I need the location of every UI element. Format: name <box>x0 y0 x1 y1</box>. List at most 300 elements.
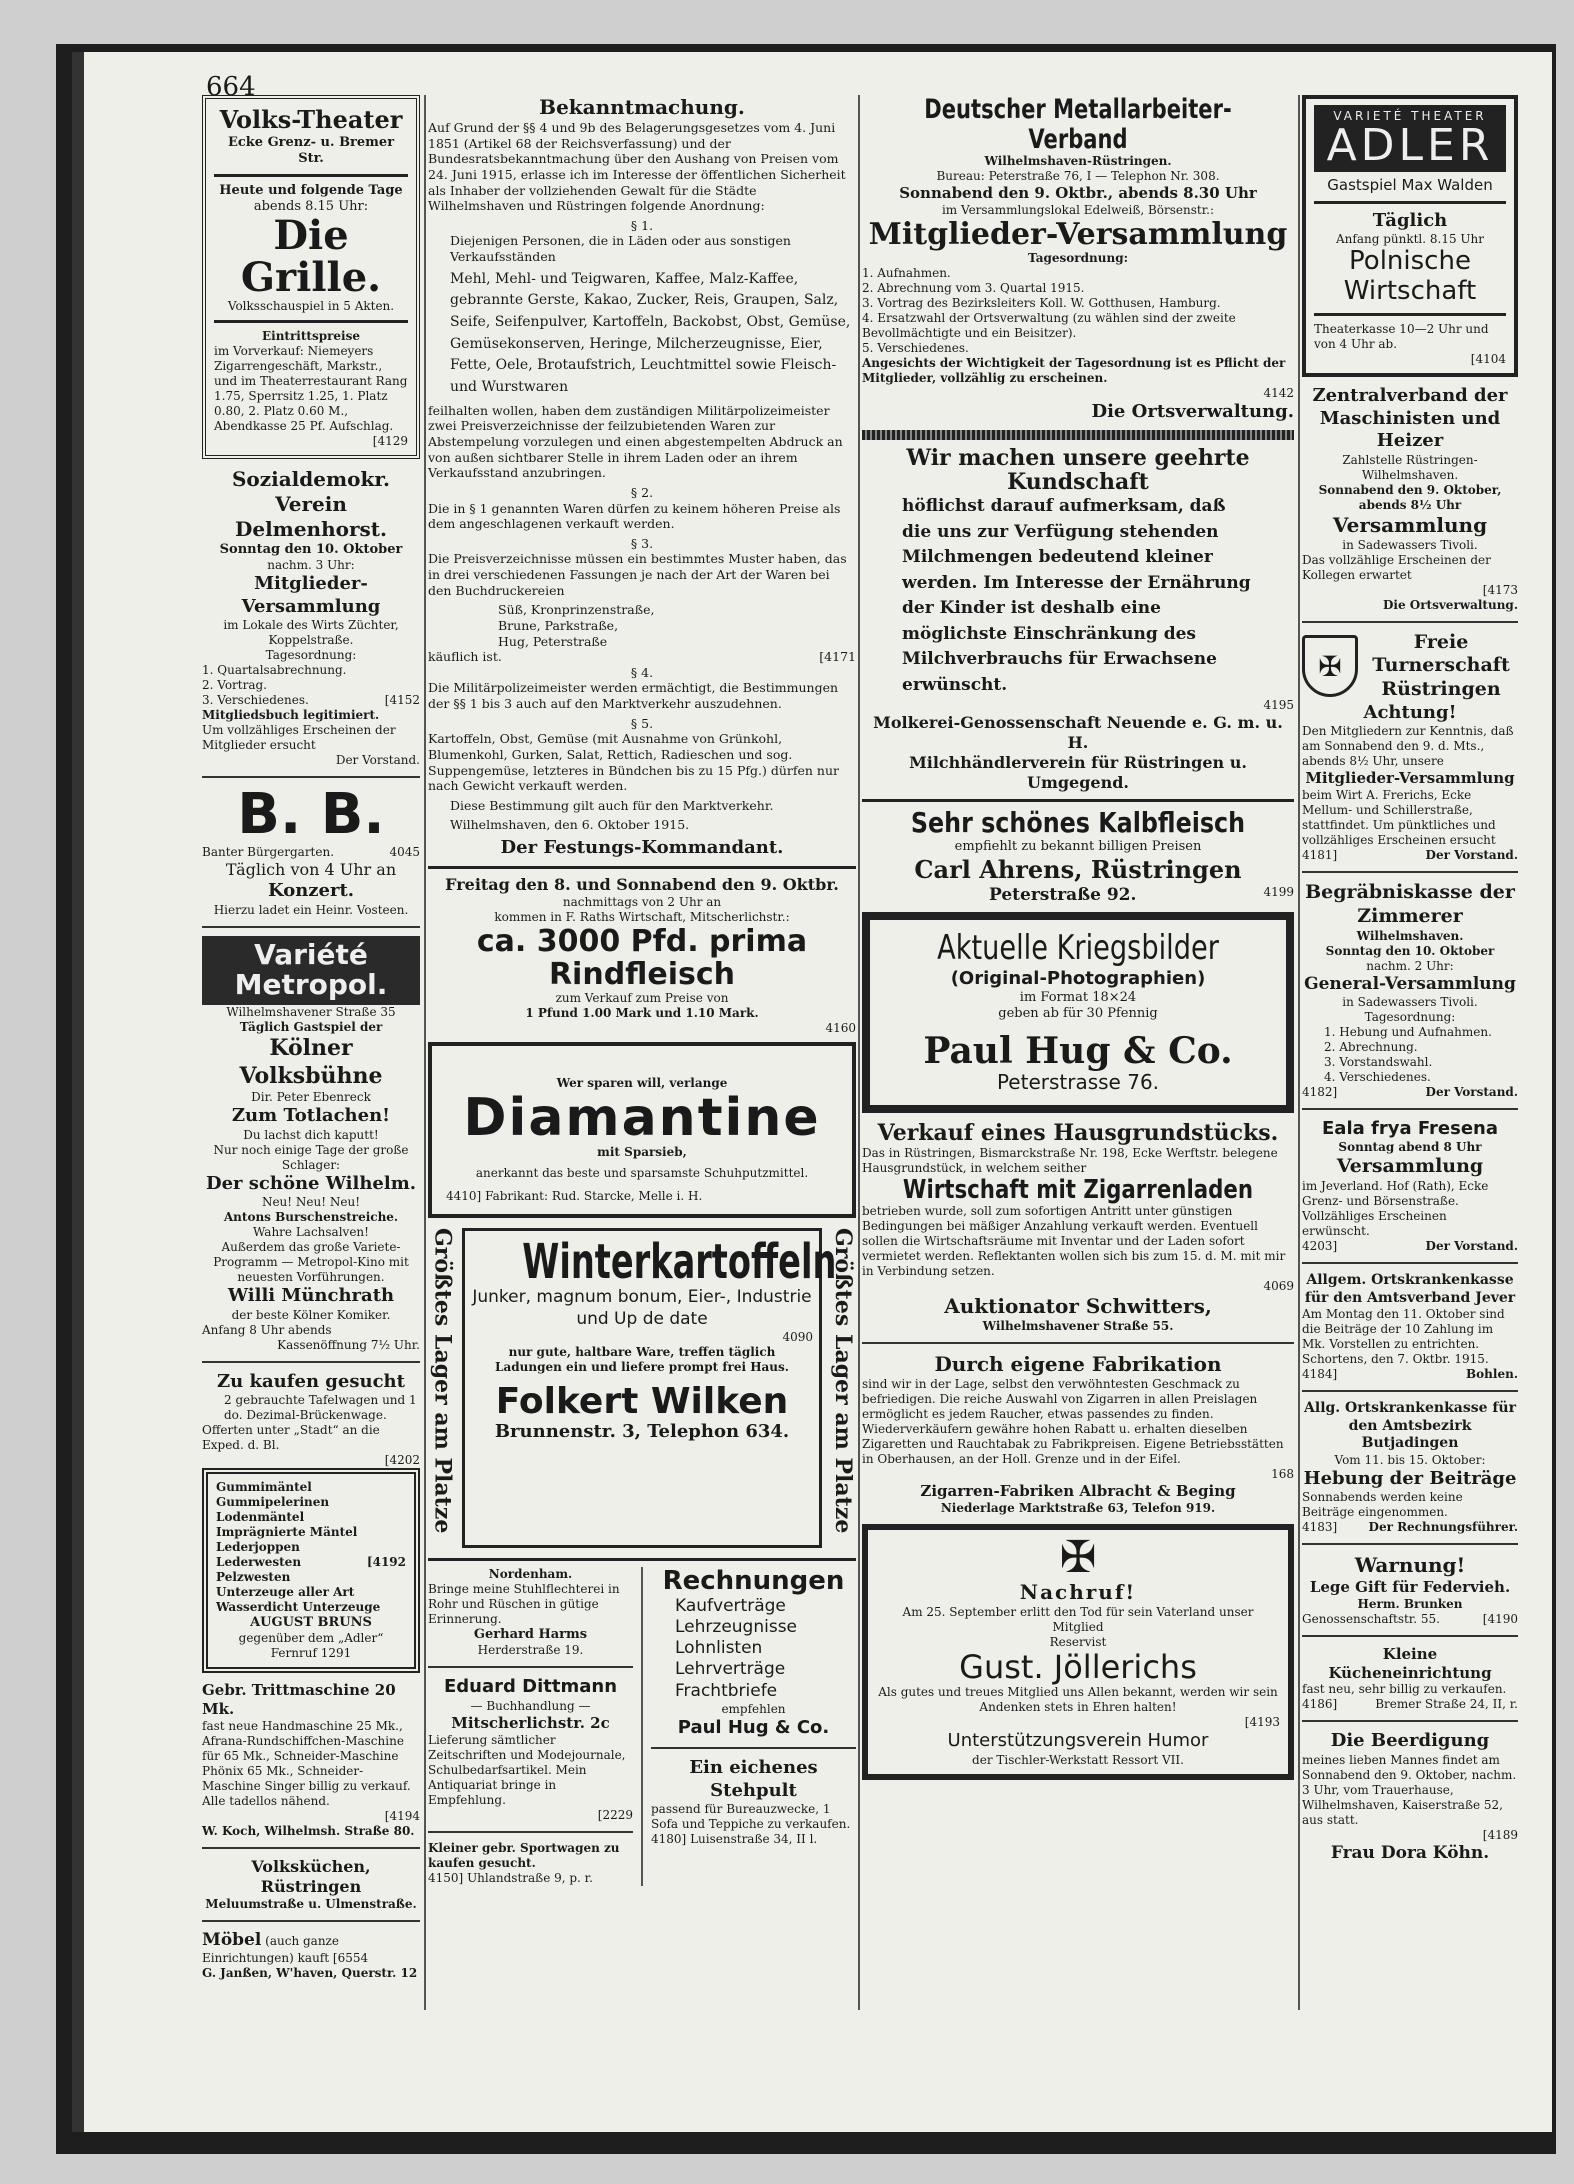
ad-text: Außerdem das große Variete-Programm — Metropol-Kino mit neuesten Vorführungen. <box>213 1240 409 1285</box>
ad-zigarren <box>862 1352 1294 1516</box>
ad-text: Die Militärpolizeimeister werden ermächtigt, die Bestimmungen der §§ 1 bis 3 auch auf den Marktverkehr auszudehnen. <box>428 680 839 711</box>
ad-text: feilhalten wollen, haben dem zuständigen Militärpolizeimeister zwei Preisverzeichnisse der feilzubietenden Waren zur Abstempelung vorzulegen und einen abgestempelten Abdruck an von außen sichtbarer Stelle in ihrem Laden oder an ihrem Verkaufsstand anzubringen. <box>428 402 843 481</box>
agenda-item: 3. Vortrag des Bezirksleiters Koll. W. Gotthusen, Hamburg. <box>862 296 1221 311</box>
ad-text: Nur noch einige Tage der große Schlager: <box>213 1142 409 1172</box>
ad-name: Paul Hug & Co. <box>677 1716 830 1738</box>
agenda-item: 1. Aufnahmen. <box>862 266 951 281</box>
ad-date: Sonntag den 10. Oktober <box>219 542 403 557</box>
ad-text: Am Montag den 11. Oktober sind die Beiträge der 10 Zahlung im Mk. Vorstellen zu entrichten. Schortens, den 7. Oktbr. 1915. <box>1302 1307 1505 1367</box>
ad-number: 4069 <box>1263 1279 1294 1294</box>
ad-text: käuflich ist. <box>428 649 502 665</box>
divider <box>202 776 420 778</box>
ad-subtitle: VARIETÉ THEATER <box>1333 109 1487 123</box>
ad-signature: Die Ortsverwaltung. <box>1091 401 1294 423</box>
bottom-right-stack <box>651 1567 856 1886</box>
ad-address: Genossenschaftstr. 55. <box>1302 1611 1440 1626</box>
ad-title: Wir machen unsere geehrte Kundschaft <box>906 444 1250 495</box>
list-item: Wasserdicht Unterzeuge <box>216 1600 381 1615</box>
ad-title: Kleine Kücheneinrichtung <box>1328 1644 1492 1682</box>
ad-place: Nordenham. <box>488 1567 573 1582</box>
ad-text: Neu! Neu! Neu! <box>261 1195 361 1210</box>
divider <box>214 320 408 323</box>
ad-signature: Der Festungs-Kommandant. <box>500 837 784 858</box>
ad-event: Mitglieder-Versammlung <box>868 217 1288 253</box>
list-item: Hug, Peterstraße <box>498 633 608 649</box>
ad-time: nachmittags von 2 Uhr an <box>562 894 722 909</box>
ad-text: im Format 18×24 <box>1019 990 1137 1006</box>
divider <box>1314 313 1506 316</box>
ad-title: Zentralverband der Maschinisten und Heizer <box>1312 385 1508 452</box>
ad-address: Meluumstraße u. Ulmenstraße. <box>205 1896 417 1911</box>
ad-date: Sonnabend den 9. Oktober, abends 8½ Uhr <box>1318 482 1502 512</box>
ad-text: Diese Bestimmung gilt auch für den Marktverkehr. <box>450 797 774 813</box>
ad-number: [6554 <box>332 1951 369 1966</box>
ad-name: AUGUST BRUNS <box>250 1615 372 1631</box>
list-item: Pelzwesten <box>216 1570 291 1585</box>
ad-rechnungen <box>651 1567 856 1739</box>
ad-signature: Der Vorstand. <box>1425 1239 1518 1254</box>
ad-number: 168 <box>1271 1467 1294 1482</box>
ad-title: Bekanntmachung. <box>539 95 745 119</box>
ad-prices-head: Eintrittspreise <box>262 329 360 343</box>
ad-signature: Molkerei-Genossenschaft Neuende e. G. m. u. H. <box>873 713 1283 752</box>
ad-number: 4410] <box>446 1189 482 1204</box>
ad-signature: Der Vorstand. <box>335 753 420 768</box>
ad-text: nur gute, haltbare Ware, treffen täglich <box>508 1344 776 1359</box>
ad-signature: Der Vorstand. <box>1425 848 1518 863</box>
ad-text: Gastspiel Max Walden <box>1327 176 1493 194</box>
divider <box>1302 871 1518 873</box>
ad-address: Peterstraße 92. <box>989 885 1137 906</box>
ad-time: nachm. 2 Uhr: <box>1366 958 1454 973</box>
ad-text: beim Wirt A. Frerichs, Ecke Mellum- und Schillerstraße, stattfindet. Um pünktliches und vollzähliges Erscheinen ersucht <box>1302 788 1496 848</box>
ad-number: [4190 <box>1482 1611 1518 1626</box>
ad-title: Sehr schönes Kalbfleisch <box>910 806 1246 839</box>
ad-text: betrieben wurde, soll zum sofortigen Antritt unter günstigen Bedingungen bei mäßiger Anzahlung verkauft werden. Eventuell sollen die Wirtschaftsräume mit Inventar und der Laden sofort vermietet werden. Reflektanten wollen sich bis zum 15. d. M. mit mir in Verbindung setzen. <box>862 1204 1286 1279</box>
ad-text: Kleiner gebr. Sportwagen zu kaufen gesucht. <box>428 1840 620 1870</box>
ad-text: empfiehlt zu bekannt billigen Preisen <box>954 838 1202 854</box>
ad-text: — Buchhandlung — <box>470 1698 591 1713</box>
ad-subtitle: Wilhelmshaven-Rüstringen. <box>984 154 1172 169</box>
ad-title: Sozialdemokr. Verein Delmenhorst. <box>231 467 391 541</box>
ad-number: [4202 <box>384 1453 420 1468</box>
ad-address: W. Koch, Wilhelmsh. Straße 80. <box>202 1823 415 1838</box>
column-3 <box>862 95 1294 1788</box>
ad-text: meines lieben Mannes findet am Sonnabend den 9. Oktober, nachm. 3 Uhr, vom Trauerhause, Wilhelmshaven, Kaiserstraße 52, aus statt. <box>1302 1752 1517 1827</box>
ad-bb-konzert <box>202 782 420 917</box>
ad-goods-list: Mehl, Mehl- und Teigwaren, Kaffee, Malz-Kaffee, gebrannte Gerste, Kakao, Zucker, Reis, Graupen, Salz, Seife, Seifenpulver, Kartoffeln, Backobst, Obst, Gemüse, Gemüsekonserven, Heringe, Milcherzeugnisse, Eier, Fette, Oele, Brotaufstrich, Leuchtmittel sowie Fleisch- und Wurstwaren <box>450 270 851 396</box>
list-item: Lederwesten <box>216 1555 302 1570</box>
divider <box>202 1361 420 1363</box>
ad-note: Mitgliedsbuch legitimiert. <box>202 708 380 723</box>
ad-note: Angesichts der Wichtigkeit der Tagesordnung ist es Pflicht der Mitglieder, vollzählig zu erscheinen. <box>862 356 1286 386</box>
list-item: Lehrzeugnisse <box>675 1616 798 1637</box>
divider <box>1302 1390 1518 1392</box>
list-item: Gummimäntel <box>216 1480 312 1495</box>
ad-text: Täglich von 4 Uhr an <box>225 860 397 880</box>
ad-title: Warnung! <box>1354 1553 1466 1578</box>
ad-number: 4180] <box>651 1832 687 1847</box>
ad-address: Uhlandstraße 9, p. r. <box>467 1870 593 1885</box>
ad-name: Auktionator Schwitters, <box>944 1294 1212 1319</box>
ad-text: 2 gebrauchte Tafelwagen und 1 do. Dezimal-Brückenwage. <box>224 1393 417 1423</box>
ad-play: Die Grille. <box>240 212 382 301</box>
ad-title: Freie Turnerschaft Rüstringen <box>1372 630 1510 701</box>
ad-trittmaschine <box>202 1681 420 1839</box>
ad-text: mit Sparsieb, <box>597 1145 687 1160</box>
iron-cross-icon: ✠ <box>1059 1532 1097 1584</box>
divider <box>1314 201 1506 204</box>
ad-number: [4104 <box>1470 352 1506 367</box>
ad-place: kommen in F. Raths Wirtschaft, Mitscherlichstr.: <box>494 909 790 924</box>
list-item: Kaufverträge <box>675 1595 786 1616</box>
list-item: Lehrverträge <box>675 1659 786 1680</box>
ad-title: Gebr. Trittmaschine 20 Mk. <box>202 1681 396 1719</box>
ad-place: Banter Bürgergarten. <box>202 845 335 860</box>
list-item: Gummipelerinen <box>216 1495 330 1510</box>
agenda-item: 4. Ersatzwahl der Ortsverwaltung (zu wählen sind der zweite Bevollmächtigte und ein Beisitzer). <box>862 311 1236 341</box>
divider <box>862 430 1294 440</box>
ad-event: Lege Gift für Federvieh. <box>1309 1578 1511 1597</box>
divider <box>1302 1108 1518 1110</box>
ad-event: Versammlung <box>1336 1155 1484 1178</box>
ad-winterkartoffeln <box>428 1228 856 1552</box>
ad-text: Am 25. September erlitt den Tod für sein Vaterland unser Mitglied <box>902 1605 1254 1635</box>
ad-milch <box>862 446 1294 793</box>
ad-maker: Fabrikant: Rud. Starcke, Melle i. H. <box>485 1189 703 1204</box>
ad-title: Variété Metropol. <box>202 936 420 1006</box>
ad-dittmann <box>428 1676 633 1822</box>
ad-text: höflichst darauf aufmerksam, daß die uns zur Verfügung stehenden Milchmengen bedeutend kleiner werden. Im Interesse der Ernährung der Kinder ist deshalb eine möglichste Einschränkung des Milchverbrauchs für Erwachsene erwünscht. <box>902 496 1251 695</box>
ad-address: Mitscherlichstr. 2c <box>451 1713 610 1732</box>
ad-name: Gust. Jöllerichs <box>959 1648 1197 1687</box>
ad-signature: Der Vorstand. <box>1425 1084 1518 1099</box>
ad-text: sind wir in der Lage, selbst den verwöhntesten Geschmack zu befriedigen. Die reiche Auswahl von Zigarren in allen Preislagen ermöglicht es jedem Raucher, etwas passendes zu finden. Wiederverkäufern gewähre hohen Rabatt u. erhalten dieselben Zigaretten und Rauchtabak zu Fabrikpreisen. Eigene Betriebsstätten in Oberhausen, an der Holl. Grenze und in der Eifel. <box>862 1377 1284 1467</box>
ad-ortskrankenkasse-butjadingen <box>1302 1400 1518 1535</box>
divider <box>428 1558 856 1561</box>
divider <box>428 1831 633 1833</box>
ad-place: im Lokale des Wirts Züchter, Koppelstraße. <box>223 618 399 648</box>
divider <box>202 926 420 928</box>
ad-warnung <box>1302 1553 1518 1627</box>
divider <box>428 1666 633 1668</box>
ad-title: Diamantine <box>463 1087 821 1148</box>
ad-rindfleisch <box>428 875 856 1036</box>
ad-number: [4173 <box>1482 582 1518 597</box>
ad-number: [4129 <box>372 434 408 448</box>
ad-number: 4160 <box>825 1020 856 1035</box>
ad-text: Theaterkasse 10—2 Uhr und von 4 Uhr ab. <box>1314 322 1489 352</box>
section-heading: § 5. <box>630 715 654 731</box>
ad-number: 4203] <box>1302 1239 1338 1254</box>
ad-signature: Unterstützungsverein Humor <box>947 1730 1209 1752</box>
ad-title: Zu kaufen gesucht <box>217 1370 405 1392</box>
ad-text: Um vollzähliges Erscheinen der Mitglieder ersucht <box>202 723 396 753</box>
ad-text: Antons Burschenstreiche. <box>223 1210 399 1225</box>
ad-address: Peterstrasse 76. <box>996 1070 1160 1095</box>
ad-title: Durch eigene Fabrikation <box>934 1352 1222 1377</box>
ad-number: [4189 <box>1482 1827 1518 1842</box>
column-2 <box>428 95 856 1886</box>
page-number: 664 <box>206 72 256 102</box>
ad-metallarbeiter <box>862 95 1294 424</box>
list-item: Imprägnierte Mäntel <box>216 1525 358 1540</box>
ad-diamantine <box>428 1042 856 1219</box>
agenda-item: 1. Quartalsabrechnung. <box>202 663 347 678</box>
agenda-item: 3. Verschiedenes. <box>202 693 309 708</box>
ad-text: (auch ganze Einrichtungen) kauft <box>202 1933 339 1966</box>
ad-side-text: Größtes Lager am Platze <box>429 1228 456 1534</box>
ad-event: Hebung der Beiträge <box>1303 1467 1517 1489</box>
ad-address: G. Janßen, W'haven, Querstr. 12 <box>202 1966 418 1981</box>
ad-text: Das vollzählige Erscheinen der Kollegen erwartet <box>1302 552 1491 582</box>
ad-days: Heute und folgende Tage <box>219 182 403 198</box>
ad-nachruf <box>862 1524 1294 1780</box>
ad-text: Den Mitgliedern zur Kenntnis, daß am Sonnabend den 9. d. Mts., abends 8½ Uhr, unsere <box>1302 724 1514 769</box>
ad-title: Eala frya Fresena <box>1322 1117 1498 1139</box>
ad-number: [4193 <box>1244 1715 1280 1730</box>
ad-address: Luisenstraße 34, II l. <box>690 1832 818 1847</box>
ad-address: Wilhelmshavener Straße 35 <box>226 1005 396 1020</box>
column-rule <box>641 1567 643 1886</box>
agenda-item: 3. Vorstandswahl. <box>1324 1054 1433 1069</box>
ad-text: im Jeverland. Hof (Rath), Ecke Grenz- und Börsenstraße. Vollzähliges Erscheinen erwünscht. <box>1302 1179 1489 1239</box>
ad-phone: Fernruf 1291 <box>270 1646 352 1661</box>
ad-side-text: Größtes Lager am Platze <box>830 1228 856 1534</box>
ad-title: ca. 3000 Pfd. prima Rindfleisch <box>476 923 808 992</box>
ad-number: [4192 <box>366 1555 406 1570</box>
ad-place: im Versammlungslokal Edelweiß, Börsenstr.: <box>941 203 1215 218</box>
ad-sportwagen <box>428 1841 633 1886</box>
ad-signature: Die Ortsverwaltung. <box>1382 597 1518 612</box>
ad-number: 4090 <box>782 1329 813 1344</box>
ad-title: Rechnungen <box>662 1566 845 1597</box>
ad-time: abends 8.15 Uhr: <box>253 198 369 214</box>
ad-number: [4152 <box>384 693 420 708</box>
list-item: Frachtbriefe <box>675 1680 778 1701</box>
ad-address: Brunnenstr. 3, Telephon 634. <box>494 1420 790 1442</box>
ad-number: [2229 <box>597 1807 633 1822</box>
ad-subtitle: Zahlstelle Rüstringen-Wilhelmshaven. <box>1342 452 1478 482</box>
ad-address: Ecke Grenz- u. Bremer Str. <box>227 135 395 167</box>
ad-date: Freitag den 8. und Sonnabend den 9. Oktbr. <box>445 874 839 894</box>
ad-adler-theater <box>1302 95 1518 377</box>
list-item: Lohnlisten <box>675 1638 763 1659</box>
ad-text: Junker, magnum bonum, Eier-, Industrie und Up de date <box>472 1287 812 1329</box>
ad-date: Vom 11. bis 15. Oktober: <box>1334 1452 1486 1467</box>
ad-number: 4150] <box>428 1870 464 1885</box>
ad-title: Eduard Dittmann <box>443 1676 618 1698</box>
ad-number: 4045 <box>389 845 420 860</box>
ad-event: Kölner Volksbühne <box>239 1035 383 1089</box>
ad-title: ADLER <box>1326 120 1494 171</box>
ad-number: 4195 <box>1263 698 1294 712</box>
ad-text: fast neue Handmaschine 25 Mk., Afrana-Rundschiffchen-Maschine für 65 Mk., Schneider-Maschine Phönix 65 Mk., Schneider-Maschine Singer billig zu verkauf. Alle tadellos nähend. <box>202 1718 411 1808</box>
agenda-item: 4. Verschiedenes. <box>1324 1069 1431 1084</box>
ad-number: 4183] <box>1302 1520 1338 1535</box>
ad-signature: Bohlen. <box>1466 1367 1518 1382</box>
ad-place: in Sadewassers Tivoli. <box>1342 994 1478 1009</box>
divider <box>214 174 408 177</box>
ad-turnerschaft <box>1302 631 1518 864</box>
ad-text: Anfang 8 Uhr abends <box>202 1322 332 1337</box>
ad-signature: Der Rechnungsführer. <box>1368 1520 1518 1535</box>
ad-place: in Sadewassers Tivoli. <box>1342 537 1478 552</box>
ad-moebel <box>202 1930 420 1966</box>
ad-text: empfehlen <box>721 1701 786 1716</box>
ad-address: gegenüber dem „Adler“ <box>238 1631 384 1646</box>
ad-price: 1 Pfund 1.00 Mark und 1.10 Mark. <box>525 1005 759 1020</box>
ad-text: Wahre Lachsalven! <box>253 1225 369 1240</box>
ad-subtitle: Wilhelmshaven. <box>1356 928 1464 943</box>
ad-text: der beste Kölner Komiker. <box>231 1307 391 1322</box>
ad-kriegsbilder <box>862 912 1294 1113</box>
ad-text: Kartoffeln, Obst, Gemüse (mit Ausnahme von Grünkohl, Blumenkohl, Gurken, Salat, Rettich, Radieschen und sog. Suppengemüse, letzteres in Bündchen bis zu 15 Pfg.) dürfen nur nach Gewicht verkauft werden. <box>428 731 839 794</box>
divider <box>202 1847 420 1849</box>
ad-agenda-head: Tagesordnung: <box>1364 1009 1456 1024</box>
ad-name: Herm. Brunken <box>1357 1596 1463 1611</box>
ad-date: Wilhelmshaven, den 6. Oktober 1915. <box>450 817 690 833</box>
ad-date: Sonnabend den 9. Oktbr., abends 8.30 Uhr <box>899 184 1257 203</box>
ad-name: Carl Ahrens, Rüstringen <box>914 855 1242 885</box>
ad-play: Der schöne Wilhelm. <box>205 1172 417 1194</box>
ad-text: Täglich Gastspiel der <box>239 1020 383 1035</box>
ad-play: Polnische Wirtschaft <box>1343 246 1477 307</box>
ad-event: Versammlung <box>1332 512 1488 537</box>
ad-text: anerkannt das beste und sparsamste Schuhputzmittel. <box>475 1166 809 1181</box>
ad-variete-metropol <box>202 936 420 1353</box>
ad-number: [4194 <box>384 1808 420 1823</box>
list-item: Lederjoppen <box>216 1540 300 1555</box>
ad-august-bruns <box>202 1468 420 1673</box>
divider <box>428 866 856 869</box>
ad-price: geben ab für 30 Pfennig <box>998 1006 1158 1022</box>
ad-ortskrankenkasse-jever <box>1302 1272 1518 1382</box>
ad-event: General-Versammlung <box>1304 973 1516 994</box>
ad-text: Bringe meine Stuhlflechterei in Rohr und Rüschen in gütige Erinnerung. <box>428 1582 620 1627</box>
ad-text: Kassenöffnung 7½ Uhr. <box>277 1337 420 1352</box>
column-rule <box>424 95 426 2010</box>
ad-signature: Frau Dora Köhn. <box>1330 1842 1490 1863</box>
ad-text: Täglich <box>1372 209 1448 231</box>
ad-title: Deutscher Metallarbeiter-Verband <box>924 94 1232 155</box>
ad-volks-theater <box>202 95 420 459</box>
ad-text: Du lachst dich kaputt! <box>243 1127 379 1142</box>
ad-agenda-head: Tagesordnung: <box>265 648 357 663</box>
list-item: Unterzeuge aller Art <box>216 1585 355 1600</box>
ad-time: nachm. 3 Uhr: <box>267 558 355 573</box>
divider <box>1302 1635 1518 1637</box>
ad-prices: im Vorverkauf: Niemeyers Zigarrengeschäft, Markstr., und im Theaterrestaurant Rang 1.75, Sperrsitz 1.25, 1. Platz 0.80, 2. Platz 0.60 M., Abendkasse 25 Pf. Aufschlag. <box>214 344 408 433</box>
ad-title: Nachruf! <box>1019 1580 1137 1605</box>
ad-star: Willi Münchrath <box>227 1285 395 1307</box>
ad-text: Reservist <box>1049 1635 1107 1650</box>
divider <box>862 1342 1294 1344</box>
ad-text: Auf Grund der §§ 4 und 9b des Belagerungsgesetzes vom 4. Juni 1851 (Artikel 68 der Reichsverfassung) und der Bundesratsbekanntmachung über den Aushang von Preisen vom 24. Juni 1915, erlasse ich im Interesse der öffentlichen Sicherheit als Inhaber der vollziehenden Gewalt für die Städte Wilhelmshaven und Rüstringen folgende Anordnung: <box>428 120 846 214</box>
ad-signature: Milchhändlerverein für Rüstringen u. Umgegend. <box>909 753 1247 792</box>
ad-number: 4181] <box>1302 848 1338 863</box>
ad-text: zum Verkauf zum Preise von <box>555 990 729 1005</box>
ad-sozial-verein <box>202 467 420 768</box>
ad-event: Mitglieder-Versammlung <box>241 573 381 617</box>
divider <box>1302 621 1518 623</box>
ad-address: Herderstraße 19. <box>477 1643 584 1658</box>
ad-address: Bureau: Peterstraße 76, I — Telephon Nr. 308. <box>936 169 1220 184</box>
ad-name: Paul Hug & Co. <box>923 1029 1233 1072</box>
ad-address: Niederlage Marktstraße 63, Telefon 919. <box>940 1501 1216 1516</box>
ad-text: Offerten unter „Stadt“ an die Exped. d. Bl. <box>202 1423 380 1453</box>
ad-title: Aktuelle Kriegsbilder <box>937 928 1219 969</box>
ad-text: Die Preisverzeichnisse müssen ein bestimmtes Muster haben, das in drei verschiedenen Fassungen je nach der Art der Waren bei den Buchdruckereien <box>428 551 847 598</box>
ad-text: Diejenigen Personen, die in Läden oder aus sonstigen Verkaufsständen <box>450 233 791 264</box>
ad-agenda-head: Tagesordnung: <box>1027 251 1129 266</box>
ad-name: Zigarren-Fabriken Albracht & Beging <box>920 1482 1236 1501</box>
column-rule <box>858 95 860 2010</box>
ad-title: Möbel <box>202 1929 262 1950</box>
ad-text: Lieferung sämtlicher Zeitschriften und Modejournale, Schulbedarfsartikel. Mein Antiquariat bringe in Empfehlung. <box>428 1732 626 1807</box>
ad-text: Sonnabends werden keine Beiträge eingenommen. <box>1302 1490 1463 1520</box>
ad-text: Als gutes und treues Mitglied uns Allen bekannt, werden wir sein Andenken stets in Ehren halten! <box>878 1685 1278 1715</box>
agenda-item: 2. Abrechnung vom 3. Quartal 1915. <box>862 281 1085 296</box>
bottom-left-stack <box>428 1567 633 1886</box>
ad-title: Begräbniskasse der Zimmerer <box>1305 881 1515 927</box>
ad-number: 4182] <box>1302 1084 1338 1099</box>
ad-volkskuechen: Volksküchen, Rüstringen <box>251 1856 371 1896</box>
agenda-item: 2. Abrechnung. <box>1324 1039 1418 1054</box>
ad-text: fast neu, sehr billig zu verkaufen. <box>1302 1682 1507 1697</box>
agenda-item: 2. Vortrag. <box>202 678 267 693</box>
ad-note: Hierzu ladet ein Heinr. Vosteen. <box>213 902 409 917</box>
divider <box>651 1747 856 1749</box>
ad-event: Mitglieder-Versammlung <box>1305 769 1515 788</box>
ad-text: passend für Bureauzwecke, 1 Sofa und Teppiche zu verkaufen. <box>651 1802 851 1832</box>
ad-text: Wer sparen will, verlange <box>556 1075 728 1090</box>
ad-text: Ladungen ein und liefere prompt frei Haus. <box>495 1359 789 1374</box>
ad-number: 4186] <box>1302 1697 1338 1712</box>
divider <box>1302 1720 1518 1722</box>
ad-text: Das in Rüstringen, Bismarckstraße Nr. 198, Ecke Werftstr. belegene Hausgrundstück, in welchem seither <box>862 1145 1278 1175</box>
ad-title: Die Beerdigung <box>1330 1730 1490 1752</box>
divider <box>1302 1262 1518 1264</box>
list-item: Lodenmäntel <box>216 1510 305 1525</box>
ad-bekanntmachung <box>428 95 856 860</box>
ad-name: Folkert Wilken <box>495 1380 789 1422</box>
ad-eala-frya <box>1302 1118 1518 1254</box>
ad-title: Verkauf eines Hausgrundstücks. <box>877 1120 1279 1147</box>
column-4 <box>1302 95 1518 1864</box>
ad-date: Sonntag abend 8 Uhr <box>1338 1140 1482 1155</box>
divider <box>1302 1543 1518 1545</box>
turner-emblem-icon: ✠ <box>1302 635 1358 697</box>
ad-title: B. B. <box>237 782 385 848</box>
ad-text: Dir. Peter Ebenreck <box>251 1090 371 1105</box>
ad-hausgrundstueck <box>862 1121 1294 1334</box>
ad-address: Wilhelmshavener Straße 55. <box>982 1319 1174 1334</box>
list-item: Süß, Kronprinzenstraße, <box>498 602 655 618</box>
section-heading: § 1. <box>630 217 654 233</box>
agenda-item: 5. Verschiedenes. <box>862 341 969 356</box>
section-heading: § 4. <box>630 664 654 680</box>
divider <box>202 1920 420 1922</box>
column-1 <box>202 95 420 1981</box>
list-item: Brune, Parkstraße, <box>498 617 619 633</box>
ad-zu-kaufen <box>202 1371 420 1469</box>
ad-title: Winterkartoffeln <box>522 1234 837 1291</box>
ad-event: Konzert. <box>267 880 355 902</box>
section-heading: § 3. <box>630 535 654 551</box>
ad-number: [4171 <box>819 649 856 665</box>
ad-date: Sonntag den 10. Oktober <box>1325 943 1495 958</box>
